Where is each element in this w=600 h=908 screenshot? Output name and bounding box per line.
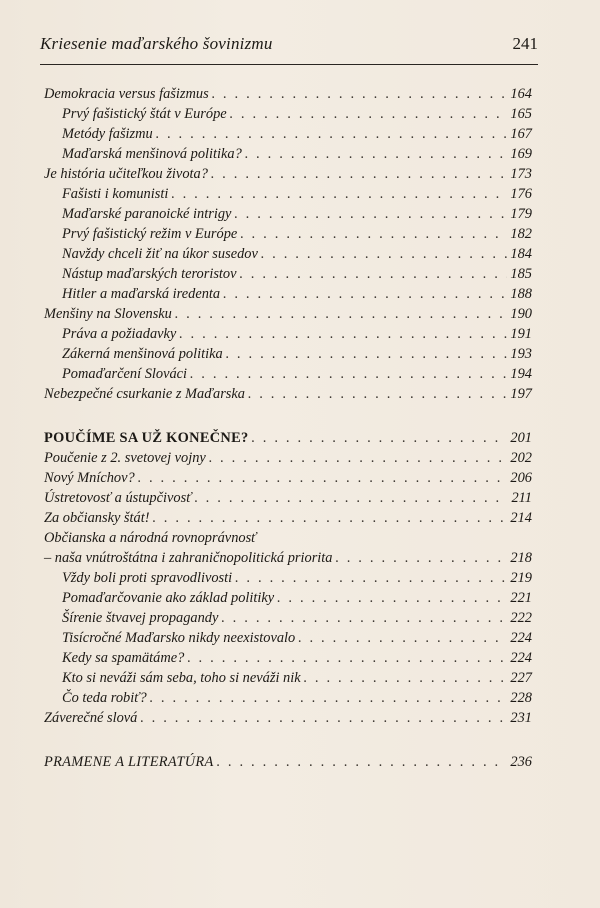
toc-leader-dots (304, 670, 508, 687)
toc-entry-page: 224 (510, 650, 532, 666)
toc-leader-dots (245, 146, 508, 163)
toc-entry-page: 185 (510, 266, 532, 282)
toc-entry (62, 206, 532, 228)
toc-entry-page: 164 (510, 86, 532, 102)
toc-entry-page: 227 (510, 670, 532, 686)
toc-entry-title: Tisícročné Maďarsko nikdy neexistovalo (62, 630, 296, 646)
toc-entry-page: 194 (510, 366, 532, 382)
toc-entry (62, 246, 532, 268)
toc-entry (62, 326, 532, 348)
toc-leader-dots (138, 470, 508, 487)
toc-leader-dots (240, 266, 508, 283)
toc-entry (44, 166, 532, 188)
toc-leader-dots (171, 186, 507, 203)
toc-entry-page: 165 (510, 106, 532, 122)
toc-entry-title: Vždy boli proti spravodlivosti (62, 570, 233, 586)
toc-entry (62, 226, 532, 248)
toc-entry-first-line (44, 530, 532, 552)
toc-entry-title: – naša vnútroštátna i zahraničnopolitická priorita (44, 550, 333, 566)
toc-leader-dots (150, 690, 508, 707)
toc-entry-title: Poučenie z 2. svetovej vojny (44, 450, 206, 466)
toc-entry-title: Kto si neváži sám seba, toho si neváži nik (62, 670, 301, 686)
toc-leader-dots (187, 650, 507, 667)
toc-entry-page: 211 (511, 490, 532, 506)
toc-entry-page: 179 (510, 206, 532, 222)
toc-leader-dots (140, 710, 507, 727)
toc-leader-dots (298, 630, 507, 647)
toc-leader-dots (252, 430, 508, 447)
toc-entry (62, 690, 532, 712)
toc-entry-page: 224 (510, 630, 532, 646)
toc-entry-title: Je história učiteľkou života? (44, 166, 208, 182)
toc-entry-title: Nový Mníchov? (44, 470, 135, 486)
toc-entry-title: Hitler a maďarská iredenta (62, 286, 221, 302)
toc-entry-page: 167 (510, 126, 532, 142)
toc-entry (62, 106, 532, 128)
toc-section-entry (44, 754, 532, 776)
toc-leader-dots (190, 366, 507, 383)
running-header (40, 34, 538, 65)
toc-entry-title: Navždy chceli žiť na úkor susedov (62, 246, 258, 262)
toc-entry-page: 219 (510, 570, 532, 586)
toc-leader-dots (335, 550, 507, 567)
toc-leader-dots (212, 86, 508, 103)
toc-entry-title: Nebezpečné csurkanie z Maďarska (44, 386, 245, 402)
toc-entry (44, 306, 532, 328)
toc-entry-title: Záverečné slová (44, 710, 138, 726)
toc-entry-title: Občianska a národná rovnoprávnosť (44, 530, 257, 546)
toc-entry-title: Práva a požiadavky (62, 326, 177, 342)
toc-leader-dots (175, 306, 508, 323)
toc-leader-dots (217, 754, 508, 771)
toc-entry-page: 190 (510, 306, 532, 322)
toc-entry-title: Zákerná menšinová politika (62, 346, 223, 362)
toc-leader-dots (179, 326, 507, 343)
toc-entry-page: 176 (510, 186, 532, 202)
toc-leader-dots (230, 106, 508, 123)
toc-leader-dots (153, 510, 508, 527)
toc-entry-page: 206 (510, 470, 532, 486)
toc-entry (44, 386, 532, 408)
toc-entry (62, 610, 532, 632)
toc-leader-dots (223, 286, 507, 303)
toc-entry-page: 221 (510, 590, 532, 606)
toc-entry (44, 86, 532, 108)
toc-entry-page: 188 (510, 286, 532, 302)
toc-leader-dots (211, 166, 508, 183)
toc-entry (62, 286, 532, 308)
toc-leader-dots (156, 126, 508, 143)
toc-entry-title: Za občiansky štát! (44, 510, 150, 526)
toc-entry (62, 186, 532, 208)
toc-entry-page: 214 (510, 510, 532, 526)
toc-entry-title: Demokracia versus fašizmus (44, 86, 209, 102)
toc-entry-title: Šírenie štvavej propagandy (62, 610, 219, 626)
page-number: 241 (512, 34, 538, 53)
toc-entry (44, 490, 532, 512)
toc-entry-title: Čo teda robiť? (62, 690, 147, 706)
toc-entry (62, 630, 532, 652)
toc-entry-title: Menšiny na Slovensku (44, 306, 172, 322)
toc-leader-dots (240, 226, 507, 243)
running-header-title: Kriesenie maďarského šovinizmu (40, 34, 273, 53)
toc-entry-page: 169 (510, 146, 532, 162)
toc-entry (62, 670, 532, 692)
toc-entry-title: Maďarská menšinová politika? (62, 146, 242, 162)
toc-leader-dots (234, 206, 507, 223)
toc-entry (44, 450, 532, 472)
toc-leader-dots (277, 590, 507, 607)
toc-entry (44, 550, 532, 572)
toc-entry-title: Fašisti i komunisti (62, 186, 169, 202)
toc-leader-dots (226, 346, 508, 363)
toc-entry (62, 346, 532, 368)
toc-leader-dots (261, 246, 508, 263)
toc-entry (62, 650, 532, 672)
toc-entry (44, 510, 532, 532)
toc-entry (62, 366, 532, 388)
toc-entry-page: 228 (510, 690, 532, 706)
toc-entry-page: 231 (510, 710, 532, 726)
toc-entry-page: 173 (510, 166, 532, 182)
toc-entry (62, 570, 532, 592)
toc-section-title: POUČÍME SA UŽ KONEČNE? (44, 430, 249, 446)
toc-entry-page: 201 (510, 430, 532, 446)
toc-section-title: PRAMENE A LITERATÚRA (44, 754, 214, 770)
toc-entry-page: 236 (510, 754, 532, 770)
toc-leader-dots (194, 490, 508, 507)
toc-entry-title: Metódy fašizmu (62, 126, 153, 142)
toc-leader-dots (248, 386, 507, 403)
toc-entry (44, 470, 532, 492)
toc-entry (62, 126, 532, 148)
toc-entry (62, 146, 532, 168)
toc-entry-title: Ústretovosť a ústupčivosť (44, 490, 192, 506)
toc-entry (62, 590, 532, 612)
toc-entry-title: Kedy sa spamätáme? (62, 650, 185, 666)
toc-entry (44, 710, 532, 732)
toc-leader-dots (221, 610, 507, 627)
toc-entry-page: 202 (510, 450, 532, 466)
toc-entry-title: Maďarské paranoické intrigy (62, 206, 232, 222)
toc-leader-dots (209, 450, 508, 467)
toc-entry-page: 182 (510, 226, 532, 242)
toc-entry-page: 191 (510, 326, 532, 342)
toc-entry-page: 218 (510, 550, 532, 566)
toc-entry-page: 222 (510, 610, 532, 626)
toc-entry-page: 184 (510, 246, 532, 262)
toc-entry-page: 193 (510, 346, 532, 362)
toc-entry-title: Prvý fašistický štát v Európe (62, 106, 227, 122)
toc-entry-title: Pomaďarčovanie ako základ politiky (62, 590, 275, 606)
toc-entry-page: 197 (510, 386, 532, 402)
toc-section-entry (44, 430, 532, 452)
toc-entry-title: Prvý fašistický režim v Európe (62, 226, 238, 242)
toc-entry (62, 266, 532, 288)
toc-leader-dots (235, 570, 507, 587)
toc-entry-title: Pomaďarčení Slováci (62, 366, 188, 382)
toc-entry-title: Nástup maďarských teroristov (62, 266, 237, 282)
